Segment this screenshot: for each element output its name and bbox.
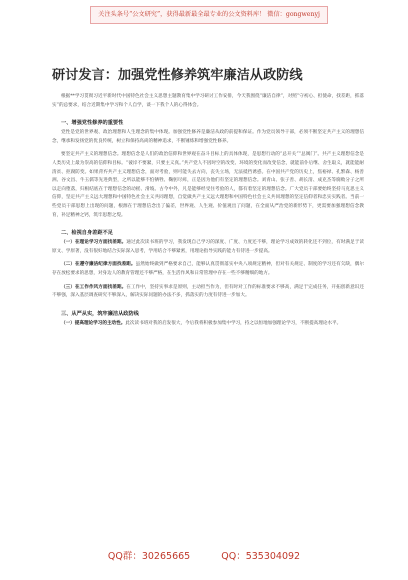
section-3-heading: 三、从严从实，筑牢廉洁从政防线 (61, 310, 139, 317)
section-2-item-1-lead: （一）在理论学习方面找差距。 (61, 240, 127, 246)
section-2-item-2-text: 虽然始终做到严格要求自己，能够认真贯彻落实中央八项规定精神，但对有关规定、制度的学习还有欠缺，偶尔存在放松要求的思想，对身边人的教育管理还不够严格，在生活作风和日常管理中存在一些不够精细的地方。 (52, 262, 364, 276)
section-1-paragraph-1: 党性是党的世界观、政治理想和人生理念的集中体现。加强党性修养是廉洁从政的前提和保证。作为党员领导干部，必须不断坚定共产主义的理想信念，继承和发扬党的优良传统，树立和保持高尚的精神追求，不断锤炼和增强党性修养。 (52, 130, 364, 144)
section-3-item-1-lead: （一）提高理论学习的主动性。 (61, 320, 126, 326)
section-3-item-1 (52, 320, 364, 329)
section-2-item-3 (52, 284, 364, 301)
document-body (52, 93, 364, 328)
section-2-item-2-lead: （二）在遵守廉洁纪律方面找差距。 (61, 262, 136, 268)
section-2-item-1-text: 通过此次读书班的学习，我发现自己学习的深度、广度、力度还不够，理论学习成效的转化还不到位，有时满足于读原文、学原著，没有很好地结合实际深入思考，学用结合不够紧密，用理论指导实践的能力有待进一步提高。 (52, 240, 364, 254)
section-2-item-1 (52, 239, 364, 256)
section-2-item-3-lead: （三）在工作作风方面找差距。 (61, 284, 127, 290)
section-2-item-3-text: 在工作中，坚持实事求是原则，主动担当作为，但有时对工作的标准要求不够高，满足于完成任务，开拓创新意识还不够强，深入基层调查研究不够深入，解决实际问题的办法不多，抓落实的力度有待进一步加大。 (52, 284, 364, 299)
document-title: 研讨发言：加强党性修养筑牢廉洁从政防线 (52, 68, 303, 83)
qq-number: QQ：535304092 (221, 551, 301, 562)
section-2-heading: 二、检视自身差距不足 (61, 230, 113, 237)
qq-group-number: QQ群：30265665 (107, 551, 191, 562)
intro-paragraph: 根据**学习贯彻习近平新时代中国特色社会主义思想主题教育集中学习研讨工作安排，今天我围绕“廉洁自律”，对照“守初心、担使命，找差距，抓落实”的总要求，结合近期集中学习和个人自学，谈一下我个人的心得体会。 (52, 94, 364, 108)
section-1-paragraph-2: 要坚定共产主义的理想信念。理想信念是人们的政治信仰和世界观在奋斗目标上的具体体现，是思想行动的“总开关”“总阀门”。共产主义理想信念是人类历史上最为崇高的信仰和目标。“彼岸不要紧，只要主义真。”共产党人不因时空的改变、环境的变化而改变信念，就能前仆后继、舍生取义，就能能耐清贫、拒腐防变。如果背弃共产主义理想信念，面对考验，则可能失去方向，丧失立场，无法抵挡诱惑。在中国共产党的历史上，焦裕禄、孔繁森、杨善洲、谷文昌、牛玉儒等先进典型，之所以能够不怕牺牲、鞠躬尽瘁，正是因为他们有坚定的理想信念。刘青山、张子善、胡长清、成克杰等腐败分子之所以走向堕落，归根结底在于理想信念的动摇、滑坡。古今中外，凡是能够经受住考验的人，都有着坚定的理想信念。广大党员干部要始终坚持马克思主义信仰，坚定共产主义远大理想和中国特色社会主义共同理想，自觉做共产主义远大理想和中国特色社会主义共同理想的坚定信仰者和忠实实践者。当前一些党员干部思想上出现的问题，根源在于理想信念出了偏差，世界观、人生观、价值观出了问题，在全面从严治党的新形势下，更需要加强理想信念教育，补足精神之钙，筑牢思想之堤。 (52, 152, 364, 218)
promo-banner: 关注头条号“公文研究”，获得最新最全最专业的公文资料库！ 微信：gongwenyj (90, 6, 328, 24)
section-1-heading: 一、增强党性修养的重要性 (61, 120, 124, 127)
section-3-item-1-text: 此次读书班对我的启发很大，今后我将积极参加集中学习，持之以恒地加强理论学习，不断提高理论水平。 (125, 320, 342, 326)
section-2-item-2 (52, 261, 364, 278)
contact-footer (0, 548, 408, 566)
